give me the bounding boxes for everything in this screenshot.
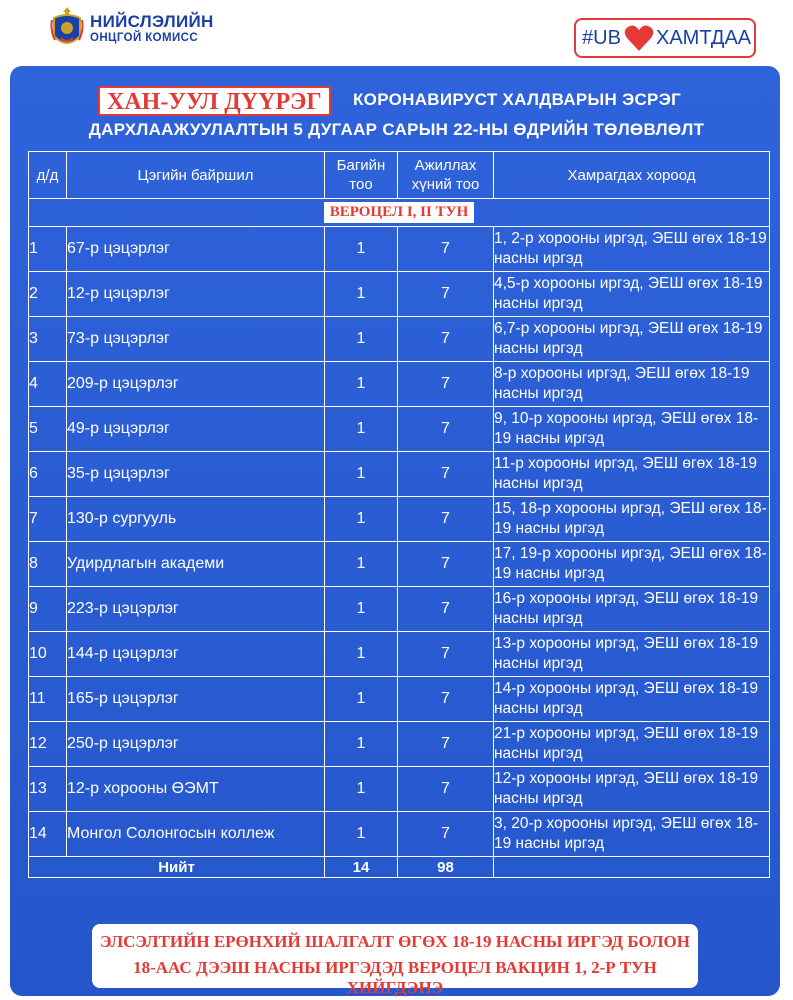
header-num: д/д [29, 152, 67, 199]
cell-num: 11 [29, 677, 67, 722]
table-row [29, 452, 770, 497]
cell-days: 7 [398, 677, 494, 722]
cell-days: 7 [398, 767, 494, 812]
cell-days: 7 [398, 812, 494, 857]
cell-teams: 1 [325, 272, 398, 317]
cell-days: 7 [398, 362, 494, 407]
cell-days: 7 [398, 452, 494, 497]
table-row [29, 497, 770, 542]
cell-coverage: 1, 2-р хорооны иргэд, ЭЕШ өгөх 18-19 насны иргэд [494, 227, 770, 272]
cell-location: 209-р цэцэрлэг [67, 362, 325, 407]
cell-coverage: 8-р хорооны иргэд, ЭЕШ өгөх 18-19 насны иргэд [494, 362, 770, 407]
cell-teams: 1 [325, 767, 398, 812]
cell-coverage: 15, 18-р хорооны иргэд, ЭЕШ өгөх 18-19 насны иргэд [494, 497, 770, 542]
cell-num: 13 [29, 767, 67, 812]
hashtag-together: ХАМТДАА [656, 27, 752, 49]
cell-num: 3 [29, 317, 67, 362]
cell-location: 73-р цэцэрлэг [67, 317, 325, 362]
hashtag-ub: #UB [582, 27, 621, 49]
cell-teams: 1 [325, 317, 398, 362]
total-row [29, 857, 770, 878]
table-row [29, 362, 770, 407]
title-line2: ДАРХЛААЖУУЛАЛТЫН 5 ДУГААР САРЫН 22-НЫ ӨДРИЙН ТӨЛӨВЛӨЛТ [88, 120, 705, 139]
cell-days: 7 [398, 497, 494, 542]
cell-num: 7 [29, 497, 67, 542]
table-row [29, 632, 770, 677]
cell-num: 8 [29, 542, 67, 587]
cell-coverage: 14-р хорооны иргэд, ЭЕШ өгөх 18-19 насны иргэд [494, 677, 770, 722]
cell-location: Монгол Солонгосын коллеж [67, 812, 325, 857]
title-line1: КОРОНАВИРУСТ ХАЛДВАРЫН ЭСРЭГ [353, 90, 682, 109]
cell-coverage: 12-р хорооны иргэд, ЭЕШ өгөх 18-19 насны иргэд [494, 767, 770, 812]
cell-teams: 1 [325, 587, 398, 632]
cell-teams: 1 [325, 632, 398, 677]
coat-of-arms-icon [50, 6, 84, 52]
cell-teams: 1 [325, 722, 398, 767]
cell-days: 7 [398, 632, 494, 677]
org-name-line2: ОНЦГОЙ КОМИСС [90, 32, 199, 44]
cell-num: 5 [29, 407, 67, 452]
cell-location: 12-р хорооны ӨЭМТ [67, 767, 325, 812]
table-header-row [29, 152, 770, 199]
cell-coverage: 3, 20-р хорооны иргэд, ЭЕШ өгөх 18-19 насны иргэд [494, 812, 770, 857]
cell-coverage: 21-р хорооны иргэд, ЭЕШ өгөх 18-19 насны иргэд [494, 722, 770, 767]
cell-location: 49-р цэцэрлэг [67, 407, 325, 452]
cell-teams: 1 [325, 407, 398, 452]
cell-days: 7 [398, 722, 494, 767]
table-row [29, 587, 770, 632]
cell-teams: 1 [325, 677, 398, 722]
top-header [0, 0, 793, 70]
total-empty [494, 857, 770, 878]
cell-num: 9 [29, 587, 67, 632]
cell-coverage: 17, 19-р хорооны иргэд, ЭЕШ өгөх 18-19 насны иргэд [494, 542, 770, 587]
district-title: ХАН-УУЛ ДҮҮРЭГ [98, 86, 331, 116]
cell-coverage: 13-р хорооны иргэд, ЭЕШ өгөх 18-19 насны иргэд [494, 632, 770, 677]
cell-days: 7 [398, 317, 494, 362]
cell-location: Удирдлагын академи [67, 542, 325, 587]
cell-location: 144-р цэцэрлэг [67, 632, 325, 677]
table-row [29, 812, 770, 857]
cell-teams: 1 [325, 812, 398, 857]
cell-location: 67-р цэцэрлэг [67, 227, 325, 272]
cell-num: 12 [29, 722, 67, 767]
cell-location: 35-р цэцэрлэг [67, 452, 325, 497]
cell-location: 12-р цэцэрлэг [67, 272, 325, 317]
cell-location: 223-р цэцэрлэг [67, 587, 325, 632]
table-row [29, 407, 770, 452]
cell-teams: 1 [325, 542, 398, 587]
cell-coverage: 4,5-р хорооны иргэд, ЭЕШ өгөх 18-19 насны иргэд [494, 272, 770, 317]
header-coverage: Хамрагдах хороод [494, 152, 770, 199]
header-location: Цэгийн байршил [67, 152, 325, 199]
table-row [29, 542, 770, 587]
cell-days: 7 [398, 272, 494, 317]
total-days: 98 [398, 857, 494, 878]
cell-num: 10 [29, 632, 67, 677]
cell-teams: 1 [325, 227, 398, 272]
table-row [29, 767, 770, 812]
cell-days: 7 [398, 587, 494, 632]
schedule-table [28, 151, 770, 878]
cell-coverage: 9, 10-р хорооны иргэд, ЭЕШ өгөх 18-19 насны иргэд [494, 407, 770, 452]
cell-location: 130-р сургууль [67, 497, 325, 542]
header-teams: Багийн тоо [325, 152, 398, 199]
table-row [29, 722, 770, 767]
cell-num: 4 [29, 362, 67, 407]
table-row [29, 317, 770, 362]
heart-icon [624, 24, 654, 52]
cell-teams: 1 [325, 452, 398, 497]
org-name-line1: НИЙСЛЭЛИЙН [90, 12, 214, 31]
cell-num: 2 [29, 272, 67, 317]
cell-coverage: 16-р хорооны иргэд, ЭЕШ өгөх 18-19 насны иргэд [494, 587, 770, 632]
cell-days: 7 [398, 407, 494, 452]
section-row [29, 199, 770, 227]
table-row [29, 677, 770, 722]
cell-coverage: 11-р хорооны иргэд, ЭЕШ өгөх 18-19 насны иргэд [494, 452, 770, 497]
footer-banner [92, 924, 698, 997]
total-teams: 14 [325, 857, 398, 878]
footer-line2: 18-ААС ДЭЭШ НАСНЫ ИРГЭДЭД ВЕРОЦЕЛ ВАКЦИН 1, 2-Р ТУН ХИЙГДЭНЭ [133, 958, 657, 997]
cell-teams: 1 [325, 497, 398, 542]
cell-num: 14 [29, 812, 67, 857]
cell-num: 1 [29, 227, 67, 272]
section-label: ВЕРОЦЕЛ I, II ТУН [324, 202, 475, 223]
hashtag-badge [574, 18, 756, 58]
cell-num: 6 [29, 452, 67, 497]
header-days: Ажиллах хүний тоо [398, 152, 494, 199]
cell-coverage: 6,7-р хорооны иргэд, ЭЕШ өгөх 18-19 насны иргэд [494, 317, 770, 362]
cell-teams: 1 [325, 362, 398, 407]
cell-location: 250-р цэцэрлэг [67, 722, 325, 767]
total-label: Нийт [29, 857, 325, 878]
footer-line1: ЭЛСЭЛТИЙН ЕРӨНХИЙ ШАЛГАЛТ ӨГӨХ 18-19 НАСНЫ ИРГЭД БОЛОН [100, 932, 690, 951]
table-row [29, 227, 770, 272]
cell-days: 7 [398, 542, 494, 587]
cell-location: 165-р цэцэрлэг [67, 677, 325, 722]
table-row [29, 272, 770, 317]
cell-days: 7 [398, 227, 494, 272]
